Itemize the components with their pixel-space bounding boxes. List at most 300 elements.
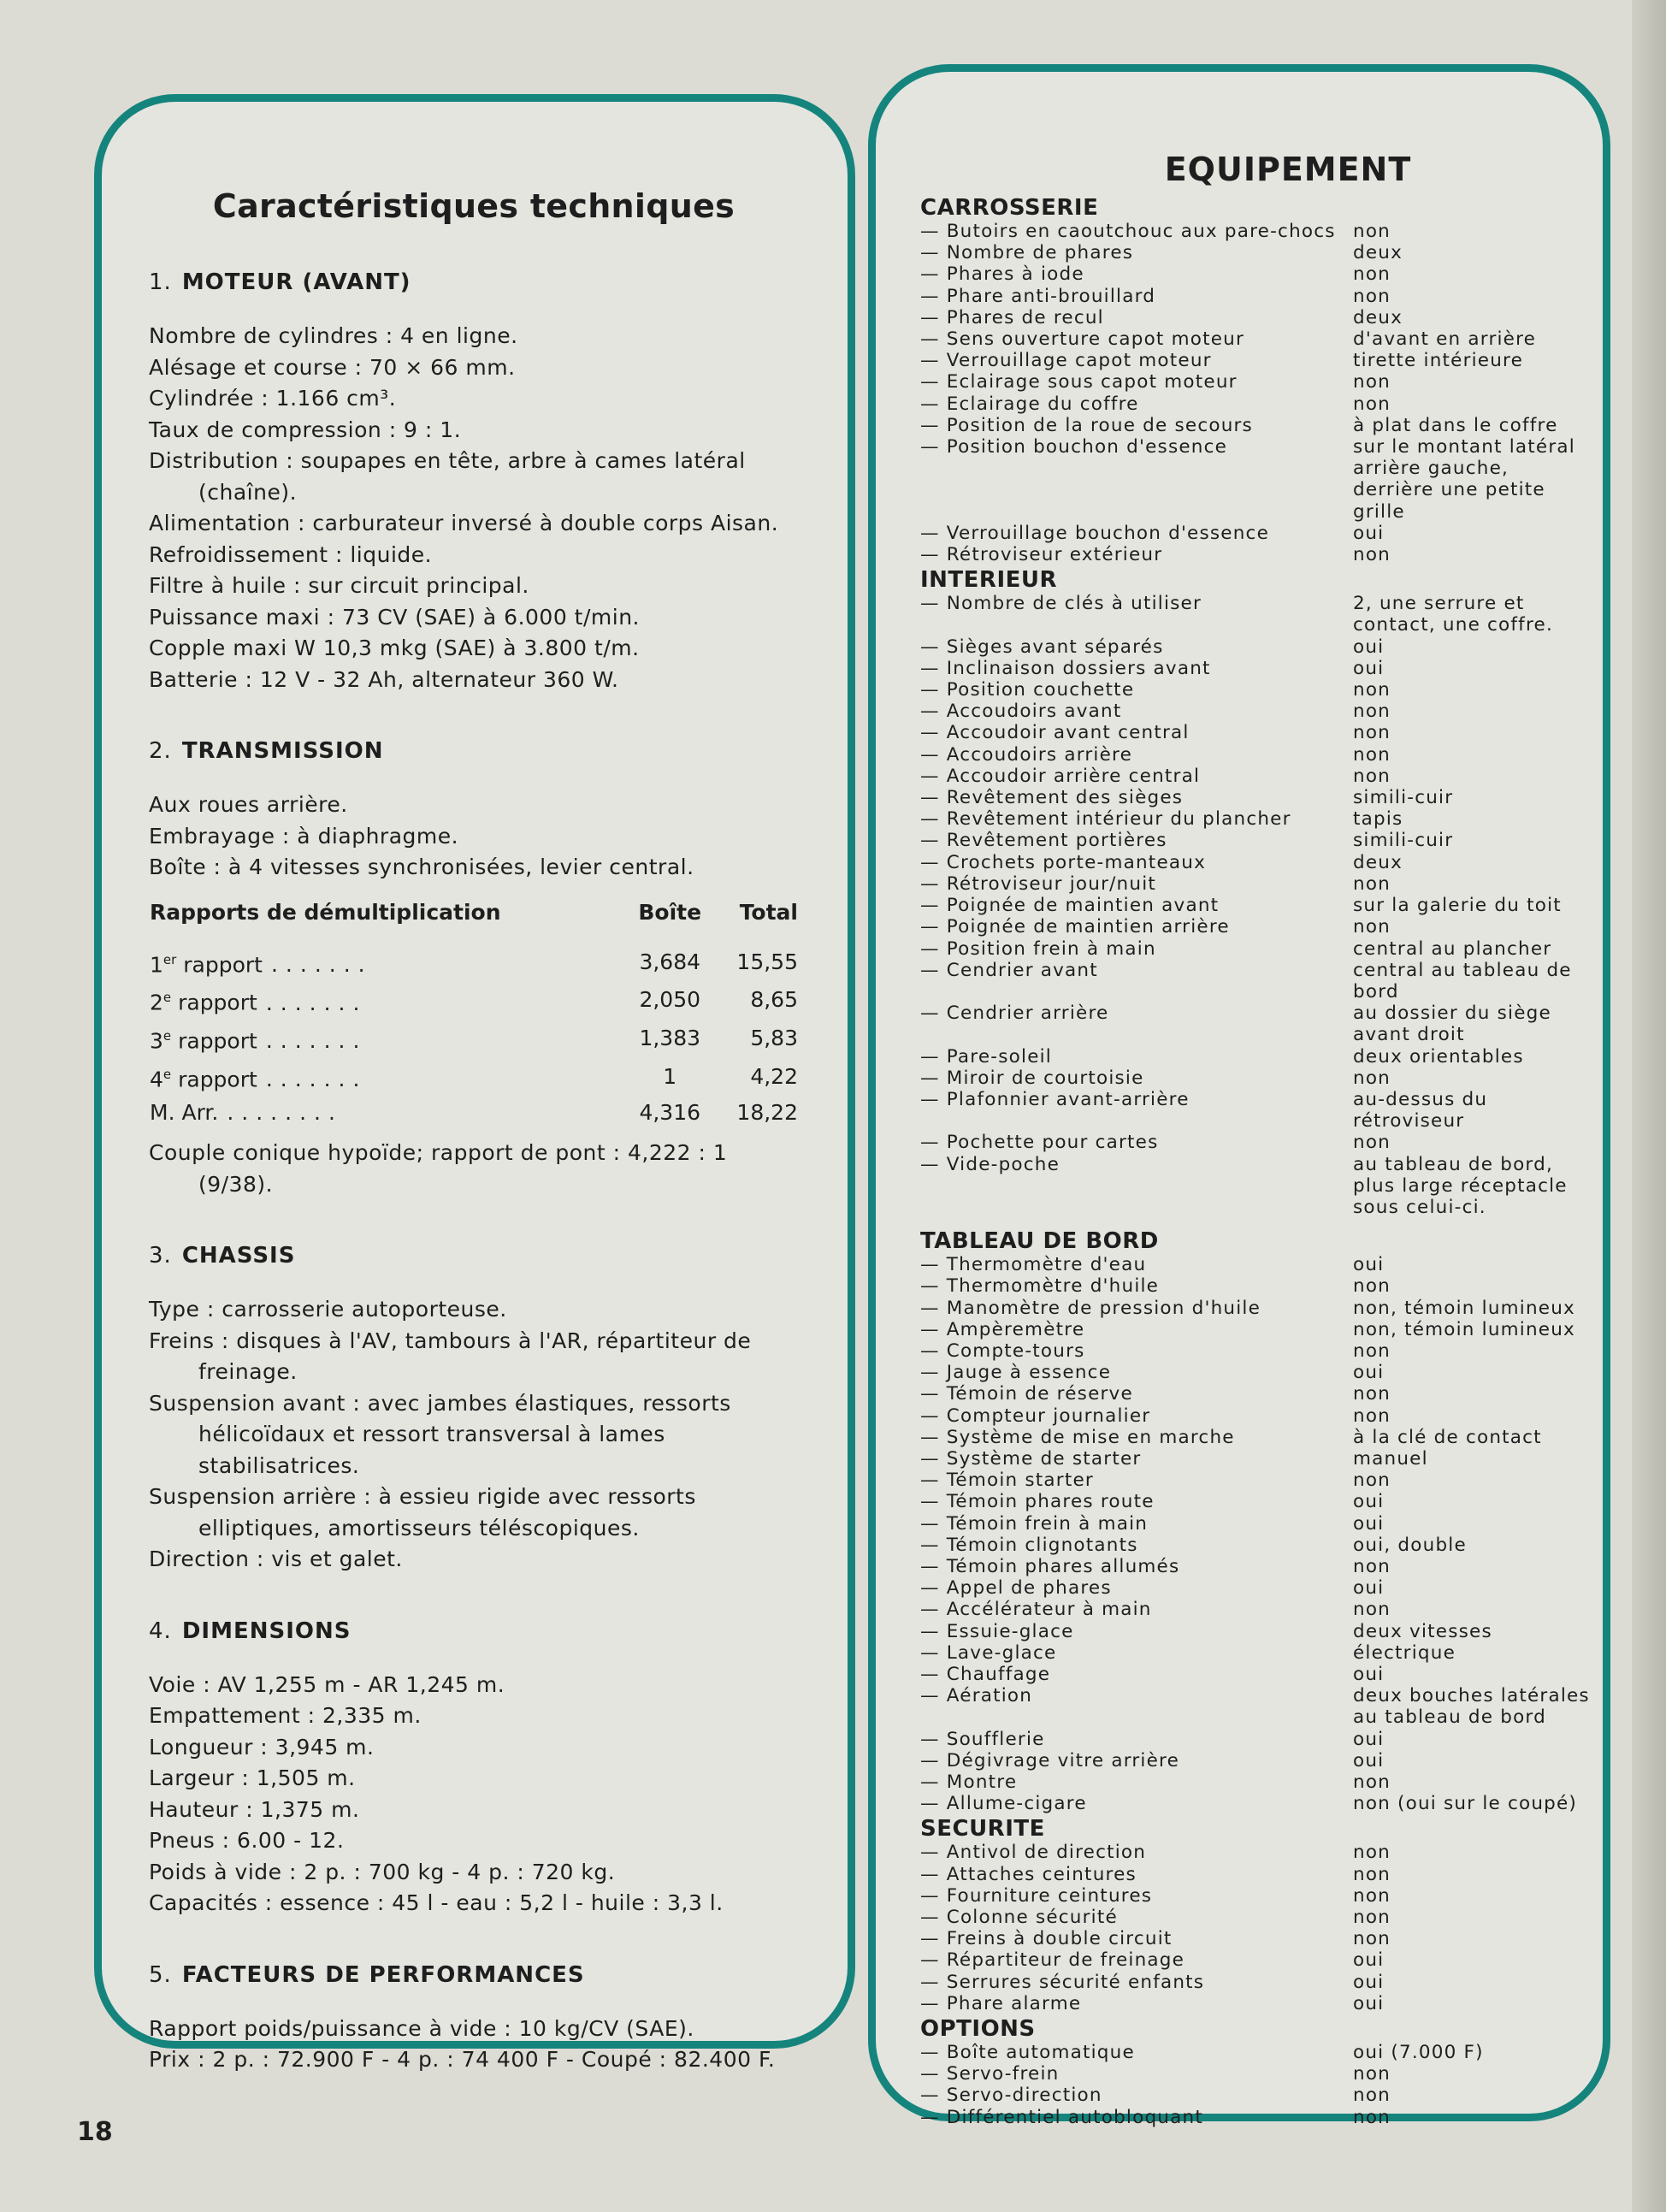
equipment-value: oui bbox=[1353, 1491, 1385, 1513]
spec-line: Refroidissement : liquide. bbox=[149, 541, 433, 567]
equipment-value: non bbox=[1353, 679, 1391, 701]
equipment-row bbox=[920, 1556, 1596, 1577]
equipment-value: simili-cuir bbox=[1353, 787, 1454, 809]
equipment-value: non bbox=[1353, 722, 1391, 744]
equipment-row bbox=[920, 593, 1596, 636]
spec-line: Pneus : 6.00 - 12. bbox=[149, 1828, 345, 1854]
spec-line: Largeur : 1,505 m. bbox=[149, 1765, 356, 1791]
equipment-row bbox=[920, 830, 1596, 851]
equipment-item: — Servo-direction bbox=[920, 2085, 1353, 2106]
equipment-item: — Aération bbox=[920, 1685, 1353, 1728]
equipment-row bbox=[920, 1298, 1596, 1319]
equipment-value: non bbox=[1353, 263, 1391, 286]
carrosserie-list bbox=[920, 221, 1596, 565]
equipment-row bbox=[920, 1750, 1596, 1771]
equipment-row bbox=[920, 1405, 1596, 1427]
equipment-value: non bbox=[1353, 1405, 1391, 1427]
equipment-row bbox=[920, 523, 1596, 544]
equipment-value: non bbox=[1353, 1340, 1391, 1362]
equipment-value: non bbox=[1353, 1771, 1391, 1794]
equipment-value: au tableau de bord, plus large réceptacle sous celui-ci. bbox=[1353, 1153, 1568, 1218]
spec-line: Alésage et course : 70 × 66 mm. bbox=[149, 354, 516, 380]
equipment-item: — Accoudoir arrière central bbox=[920, 766, 1353, 787]
equipment-value: non bbox=[1353, 872, 1391, 895]
spec-line: Copple maxi W 10,3 mkg (SAE) à 3.800 t/m. bbox=[149, 636, 640, 660]
equipment-value: non bbox=[1353, 916, 1391, 938]
equipment-item: — Compteur journalier bbox=[920, 1405, 1353, 1427]
equipment-item: — Accoudoirs arrière bbox=[920, 744, 1353, 766]
ratios-boite-header: Boîte bbox=[638, 899, 702, 925]
equipment-item: — Serrures sécurité enfants bbox=[920, 1972, 1353, 1993]
interieur-list bbox=[920, 593, 1596, 1218]
ratio-row bbox=[149, 1020, 799, 1058]
spec-line: Type : carrosserie autoporteuse. bbox=[149, 1297, 507, 1322]
equipment-row bbox=[920, 1046, 1596, 1068]
equipment-item: — Accélérateur à main bbox=[920, 1599, 1353, 1620]
equipment-row bbox=[920, 1599, 1596, 1620]
equipment-item: — Thermomètre d'huile bbox=[920, 1275, 1353, 1297]
couple-conique: Couple conique hypoïde; rapport de pont : 4,222 : 1 (9/38). bbox=[149, 1140, 728, 1197]
equipment-item: — Phare alarme bbox=[920, 1993, 1353, 2014]
equipment-item: — Attaches ceintures bbox=[920, 1864, 1353, 1885]
equipment-item: — Position bouchon d'essence bbox=[920, 436, 1353, 523]
equipment-value: non bbox=[1353, 1383, 1391, 1405]
equipment-value: non bbox=[1353, 2106, 1391, 2128]
equipment-item: — Nombre de clés à utiliser bbox=[920, 593, 1353, 636]
equipment-item: — Rétroviseur extérieur bbox=[920, 544, 1353, 565]
spec-line: Puissance maxi : 73 CV (SAE) à 6.000 t/min. bbox=[149, 604, 640, 630]
equipment-row bbox=[920, 1842, 1596, 1863]
spec-line: Taux de compression : 9 : 1. bbox=[149, 417, 462, 442]
spec-line: Voie : AV 1,255 m - AR 1,245 m. bbox=[149, 1671, 505, 1697]
equipment-item: — Appel de phares bbox=[920, 1577, 1353, 1599]
spec-line: Alimentation : carburateur inversé à double corps Aisan. bbox=[149, 511, 779, 535]
spec-lines bbox=[149, 1670, 799, 1919]
ratio-row bbox=[149, 943, 799, 982]
equipment-item: — Cendrier arrière bbox=[920, 1002, 1353, 1045]
ratio-boite: 1,383 bbox=[639, 1026, 701, 1051]
spec-line: Aux roues arrière. bbox=[149, 792, 348, 817]
equipment-value: non bbox=[1353, 2085, 1391, 2107]
equipment-row bbox=[920, 2042, 1596, 2063]
equipment-item: — Servo-frein bbox=[920, 2063, 1353, 2085]
equipment-value: non bbox=[1353, 1132, 1391, 1154]
spec-line: Rapport poids/puissance à vide : 10 kg/CV (SAE). bbox=[149, 2015, 694, 2041]
spec-line: Prix : 2 p. : 72.900 F - 4 p. : 74 400 F - Coupé : 82.400 F. bbox=[149, 2047, 776, 2073]
equipment-item: — Essuie-glace bbox=[920, 1621, 1353, 1642]
equipment-row bbox=[920, 1002, 1596, 1045]
equipment-value: oui bbox=[1353, 1992, 1385, 2014]
equipment-row bbox=[920, 1427, 1596, 1448]
ratio-total: 4,22 bbox=[750, 1064, 798, 1090]
equipment-row bbox=[920, 2063, 1596, 2085]
spec-line: Cylindrée : 1.166 cm³. bbox=[149, 386, 397, 411]
section-chassis bbox=[149, 1243, 799, 1576]
equipment-value: manuel bbox=[1353, 1447, 1428, 1470]
equipment-value: non bbox=[1353, 1067, 1391, 1089]
equipment-row bbox=[920, 1513, 1596, 1535]
spec-lines bbox=[149, 2014, 799, 2076]
equipment-item: — Chauffage bbox=[920, 1664, 1353, 1685]
section-heading: 3. CHASSIS bbox=[149, 1243, 296, 1269]
equipment-row bbox=[920, 1448, 1596, 1470]
adjacent-page-edge bbox=[1632, 0, 1666, 2212]
equipment-row bbox=[920, 1685, 1596, 1728]
spec-line: Suspension arrière : à essieu rigide avec ressorts elliptiques, amortisseurs téléscopiques. bbox=[149, 1484, 696, 1541]
spec-line: Capacités : essence : 45 l - eau : 5,2 l - huile : 3,3 l. bbox=[149, 1890, 724, 1916]
options-heading: OPTIONS bbox=[920, 2016, 1036, 2043]
equipment-value: oui bbox=[1353, 1362, 1385, 1384]
equipment-row bbox=[920, 1664, 1596, 1685]
equipment-row bbox=[920, 1254, 1596, 1275]
equipment-value: deux vitesses bbox=[1353, 1620, 1492, 1642]
equipment-row bbox=[920, 636, 1596, 658]
equipment-value: sur la galerie du toit bbox=[1353, 895, 1562, 917]
equipment-row bbox=[920, 2085, 1596, 2106]
equipment-value: non bbox=[1353, 221, 1391, 242]
equipment-item: — Phare anti-brouillard bbox=[920, 286, 1353, 307]
equipment-item: — Sièges avant séparés bbox=[920, 636, 1353, 658]
equipment-row bbox=[920, 1993, 1596, 2014]
tableau-de-bord-list bbox=[920, 1254, 1596, 1814]
section-performances bbox=[149, 1962, 799, 2076]
equipment-item: — Rétroviseur jour/nuit bbox=[920, 873, 1353, 895]
equipment-item: — Témoin de réserve bbox=[920, 1383, 1353, 1405]
section-heading: 2. TRANSMISSION bbox=[149, 738, 384, 764]
equipment-item: — Jauge à essence bbox=[920, 1362, 1353, 1383]
equipment-value: oui bbox=[1353, 1664, 1385, 1685]
equipment-value: deux bbox=[1353, 306, 1403, 328]
spec-line: Longueur : 3,945 m. bbox=[149, 1734, 375, 1760]
equipment-value: oui bbox=[1353, 1949, 1385, 1972]
equipment-row bbox=[920, 960, 1596, 1002]
equipment-item: — Position de la roue de secours bbox=[920, 415, 1353, 436]
equipment-item: — Crochets porte-manteaux bbox=[920, 852, 1353, 873]
equipment-value: non bbox=[1353, 371, 1391, 393]
equipment-row bbox=[920, 679, 1596, 701]
equipment-value: oui bbox=[1353, 657, 1385, 679]
equipment-value: non bbox=[1353, 701, 1391, 723]
equipment-value: oui bbox=[1353, 1254, 1385, 1276]
equipment-value: non bbox=[1353, 743, 1391, 766]
interieur-heading: INTERIEUR bbox=[920, 567, 1058, 594]
equipment-item: — Répartiteur de freinage bbox=[920, 1949, 1353, 1971]
equipment-value: non bbox=[1353, 765, 1391, 787]
securite-list bbox=[920, 1842, 1596, 2014]
equipment-item: — Verrouillage capot moteur bbox=[920, 350, 1353, 371]
equipment-row bbox=[920, 1089, 1596, 1132]
equipment-row bbox=[920, 1491, 1596, 1512]
equipment-row bbox=[920, 938, 1596, 960]
equipment-item: — Soufflerie bbox=[920, 1729, 1353, 1750]
equipment-item: — Verrouillage bouchon d'essence bbox=[920, 523, 1353, 544]
equipment-row bbox=[920, 1154, 1596, 1219]
equipment-row bbox=[920, 916, 1596, 937]
equipment-value: non, témoin lumineux bbox=[1353, 1318, 1575, 1340]
spec-line: Direction : vis et galet. bbox=[149, 1547, 403, 1572]
carrosserie-heading: CARROSSERIE bbox=[920, 195, 1099, 221]
equipment-value: deux bbox=[1353, 242, 1403, 264]
spec-line: Embrayage : à diaphragme. bbox=[149, 823, 459, 849]
gear-ratios-table bbox=[149, 899, 799, 1130]
equipment-row bbox=[920, 350, 1596, 371]
equipment-row bbox=[920, 242, 1596, 263]
equipment-item: — Revêtement des sièges bbox=[920, 787, 1353, 808]
equipment-value: sur le montant latéral arrière gauche, derrière une petite grille bbox=[1353, 436, 1575, 523]
equipment-item: — Montre bbox=[920, 1771, 1353, 1793]
page-number: 18 bbox=[77, 2117, 113, 2147]
equipment-value: au-dessus du rétroviseur bbox=[1353, 1088, 1488, 1133]
equipment-row bbox=[920, 1068, 1596, 1089]
equipment-item: — Allume-cigare bbox=[920, 1793, 1353, 1814]
equipment-value: tirette intérieure bbox=[1353, 350, 1524, 372]
equipment-row bbox=[920, 1928, 1596, 1949]
equipment-row bbox=[920, 2107, 1596, 2128]
equipment-value: non bbox=[1353, 1842, 1391, 1864]
equipment-item: — Nombre de phares bbox=[920, 242, 1353, 263]
equipment-value: oui bbox=[1353, 1749, 1385, 1771]
equipment-item: — Colonne sécurité bbox=[920, 1907, 1353, 1928]
equipment-item: — Butoirs en caoutchouc aux pare-chocs bbox=[920, 221, 1353, 242]
equipment-item: — Lave-glace bbox=[920, 1642, 1353, 1664]
equipment-value: non bbox=[1353, 1275, 1391, 1298]
equipment-value: oui bbox=[1353, 522, 1385, 544]
section-heading: 5. FACTEURS DE PERFORMANCES bbox=[149, 1961, 585, 1988]
equipment-row bbox=[920, 1642, 1596, 1664]
equipment-item: — Témoin clignotants bbox=[920, 1535, 1353, 1556]
spec-lines bbox=[149, 1294, 799, 1576]
equipment-item: — Eclairage du coffre bbox=[920, 393, 1353, 415]
spec-line: Nombre de cylindres : 4 en ligne. bbox=[149, 323, 518, 348]
section-transmission bbox=[149, 738, 799, 1200]
equipment-row bbox=[920, 1864, 1596, 1885]
equipment-value: deux bouches latérales au tableau de bord bbox=[1353, 1685, 1590, 1729]
equipment-item: — Thermomètre d'eau bbox=[920, 1254, 1353, 1275]
ratio-label: 1er rapport ....... bbox=[150, 951, 373, 977]
equipment-value: au dossier du siège avant droit bbox=[1353, 1002, 1551, 1046]
equipment-row bbox=[920, 1319, 1596, 1340]
equipment-item: — Dégivrage vitre arrière bbox=[920, 1750, 1353, 1771]
equipment-item: — Position couchette bbox=[920, 679, 1353, 701]
ratio-boite: 1 bbox=[663, 1064, 677, 1090]
equipment-row bbox=[920, 1793, 1596, 1814]
equipment-item: — Ampèremètre bbox=[920, 1319, 1353, 1340]
section-dimensions bbox=[149, 1618, 799, 1919]
equipment-item: — Freins à double circuit bbox=[920, 1928, 1353, 1949]
equipment-item: — Phares à iode bbox=[920, 263, 1353, 285]
equipment-row bbox=[920, 1535, 1596, 1556]
equipment-row bbox=[920, 1972, 1596, 1993]
equipment-panel bbox=[868, 64, 1610, 2128]
equipment-row bbox=[920, 1577, 1596, 1599]
equipment-row bbox=[920, 873, 1596, 895]
equipment-row bbox=[920, 852, 1596, 873]
ratio-total: 5,83 bbox=[750, 1026, 798, 1051]
ratio-boite: 4,316 bbox=[639, 1099, 701, 1125]
spec-lines bbox=[149, 790, 799, 884]
spec-line: Boîte : à 4 vitesses synchronisées, levier central. bbox=[149, 855, 694, 879]
equipment-row bbox=[920, 328, 1596, 350]
ratio-row bbox=[149, 981, 799, 1020]
ratios-total-header: Total bbox=[739, 899, 798, 925]
equipment-item: — Système de starter bbox=[920, 1448, 1353, 1470]
ratio-label: 4e rapport ....... bbox=[150, 1066, 368, 1092]
equipment-item: — Pare-soleil bbox=[920, 1046, 1353, 1068]
securite-heading: SECURITE bbox=[920, 1816, 1045, 1842]
equipment-row bbox=[920, 286, 1596, 307]
equipment-value: oui bbox=[1353, 1512, 1385, 1535]
equipment-item: — Sens ouverture capot moteur bbox=[920, 328, 1353, 350]
equipment-row bbox=[920, 415, 1596, 436]
equipment-row bbox=[920, 307, 1596, 328]
equipment-value: central au plancher bbox=[1353, 937, 1552, 960]
equipment-value: non bbox=[1353, 1928, 1391, 1950]
equipment-value: tapis bbox=[1353, 808, 1403, 831]
equipment-value: non bbox=[1353, 1599, 1391, 1621]
options-list bbox=[920, 2042, 1596, 2128]
equipment-row bbox=[920, 1362, 1596, 1383]
equipment-row bbox=[920, 1949, 1596, 1971]
equipment-value: d'avant en arrière bbox=[1353, 328, 1537, 351]
equipment-row bbox=[920, 1383, 1596, 1405]
equipment-item: — Inclinaison dossiers avant bbox=[920, 658, 1353, 679]
ratio-label: M. Arr. ........ bbox=[150, 1099, 343, 1125]
section-heading: 4. DIMENSIONS bbox=[149, 1618, 352, 1644]
equipment-item: — Eclairage sous capot moteur bbox=[920, 371, 1353, 393]
equipment-row bbox=[920, 808, 1596, 830]
section-moteur bbox=[149, 269, 799, 695]
equipment-row bbox=[920, 658, 1596, 679]
equipment-value: non bbox=[1353, 1863, 1391, 1885]
spec-line: Suspension avant : avec jambes élastiques, ressorts hélicoïdaux et ressort transversal à lames stabilisatrices. bbox=[149, 1390, 731, 1478]
equipment-row bbox=[920, 1340, 1596, 1362]
equipment-item: — Témoin frein à main bbox=[920, 1513, 1353, 1535]
equipment-item: — Antivol de direction bbox=[920, 1842, 1353, 1863]
equipment-row bbox=[920, 393, 1596, 415]
equipment-value: non, témoin lumineux bbox=[1353, 1297, 1575, 1319]
ratio-boite: 2,050 bbox=[639, 987, 701, 1013]
equipment-row bbox=[920, 544, 1596, 565]
section-heading: 1. MOTEUR (AVANT) bbox=[149, 269, 411, 295]
equipment-item: — Accoudoirs avant bbox=[920, 701, 1353, 722]
specs-title: Caractéristiques techniques bbox=[212, 187, 736, 225]
equipment-item: — Poignée de maintien avant bbox=[920, 895, 1353, 916]
ratio-total: 8,65 bbox=[750, 987, 798, 1013]
equipment-value: non bbox=[1353, 544, 1391, 566]
equipment-row bbox=[920, 787, 1596, 808]
equipment-item: — Miroir de courtoisie bbox=[920, 1068, 1353, 1089]
spec-line: Freins : disques à l'AV, tambours à l'AR, répartiteur de freinage. bbox=[149, 1328, 752, 1385]
equipment-item: — Compte-tours bbox=[920, 1340, 1353, 1362]
equipment-value: oui bbox=[1353, 1971, 1385, 1993]
equipment-row bbox=[920, 722, 1596, 743]
equipment-item: — Position frein à main bbox=[920, 938, 1353, 960]
equipment-value: deux orientables bbox=[1353, 1045, 1524, 1068]
equipment-row bbox=[920, 436, 1596, 523]
equipment-row bbox=[920, 1470, 1596, 1491]
ratio-total: 15,55 bbox=[736, 949, 798, 974]
equipment-row bbox=[920, 263, 1596, 285]
equipment-item: — Pochette pour cartes bbox=[920, 1132, 1353, 1153]
equipment-value: oui, double bbox=[1353, 1534, 1467, 1556]
equipment-value: central au tableau de bord bbox=[1353, 959, 1572, 1002]
spec-lines bbox=[149, 321, 799, 695]
equipment-item: — Manomètre de pression d'huile bbox=[920, 1298, 1353, 1319]
equipment-value: oui bbox=[1353, 636, 1385, 658]
equipment-row bbox=[920, 701, 1596, 722]
equipment-value: oui bbox=[1353, 1577, 1385, 1600]
ratio-label: 2e rapport ....... bbox=[150, 990, 368, 1015]
tableau-de-bord-heading: TABLEAU DE BORD bbox=[920, 1228, 1159, 1255]
equipment-item: — Témoin phares allumés bbox=[920, 1556, 1353, 1577]
equipment-item: — Vide-poche bbox=[920, 1154, 1353, 1219]
equipment-value: 2, une serrure et contact, une coffre. bbox=[1353, 593, 1553, 636]
equipment-row bbox=[920, 1729, 1596, 1750]
equipment-value: non (oui sur le coupé) bbox=[1353, 1793, 1578, 1815]
equipment-title: EQUIPEMENT bbox=[1164, 151, 1412, 188]
equipment-value: à la clé de contact bbox=[1353, 1426, 1542, 1448]
spec-line: Batterie : 12 V - 32 Ah, alternateur 360 W. bbox=[149, 666, 619, 692]
equipment-row bbox=[920, 895, 1596, 916]
equipment-row bbox=[920, 371, 1596, 393]
equipment-item: — Phares de recul bbox=[920, 307, 1353, 328]
equipment-value: oui (7.000 F) bbox=[1353, 2042, 1484, 2064]
equipment-row bbox=[920, 766, 1596, 787]
equipment-item: — Différentiel autobloquant bbox=[920, 2107, 1353, 2128]
equipment-item: — Système de mise en marche bbox=[920, 1427, 1353, 1448]
spec-line: Filtre à huile : sur circuit principal. bbox=[149, 573, 529, 598]
equipment-row bbox=[920, 1885, 1596, 1907]
ratios-label-header: Rapports de démultiplication bbox=[150, 899, 501, 925]
spec-line: Distribution : soupapes en tête, arbre à cames latéral (chaîne). bbox=[149, 448, 746, 505]
equipment-value: oui bbox=[1353, 1728, 1385, 1750]
equipment-value: non bbox=[1353, 1555, 1391, 1577]
equipment-value: non bbox=[1353, 1907, 1391, 1929]
ratio-total: 18,22 bbox=[736, 1099, 798, 1125]
equipment-item: — Plafonnier avant-arrière bbox=[920, 1089, 1353, 1132]
equipment-row bbox=[920, 1275, 1596, 1297]
equipment-item: — Accoudoir avant central bbox=[920, 722, 1353, 743]
equipment-value: non bbox=[1353, 1470, 1391, 1492]
equipment-value: non bbox=[1353, 393, 1391, 415]
equipment-row bbox=[920, 1907, 1596, 1928]
equipment-value: non bbox=[1353, 1884, 1391, 1907]
equipment-item: — Revêtement portières bbox=[920, 830, 1353, 851]
equipment-row bbox=[920, 1132, 1596, 1153]
equipment-row bbox=[920, 221, 1596, 242]
equipment-item: — Témoin starter bbox=[920, 1470, 1353, 1491]
equipment-item: — Fourniture ceintures bbox=[920, 1885, 1353, 1907]
spec-line: Empattement : 2,335 m. bbox=[149, 1703, 422, 1729]
equipment-value: à plat dans le coffre bbox=[1353, 414, 1558, 436]
equipment-item: — Cendrier avant bbox=[920, 960, 1353, 1002]
spec-line: Hauteur : 1,375 m. bbox=[149, 1796, 360, 1822]
ratio-row bbox=[149, 1097, 799, 1130]
equipment-item: — Poignée de maintien arrière bbox=[920, 916, 1353, 937]
ratio-boite: 3,684 bbox=[639, 949, 701, 974]
equipment-row bbox=[920, 744, 1596, 766]
equipment-value: simili-cuir bbox=[1353, 830, 1454, 852]
equipment-row bbox=[920, 1621, 1596, 1642]
equipment-value: non bbox=[1353, 2063, 1391, 2085]
equipment-item: — Boîte automatique bbox=[920, 2042, 1353, 2063]
equipment-row bbox=[920, 1771, 1596, 1793]
equipment-value: électrique bbox=[1353, 1641, 1456, 1664]
spec-line: Poids à vide : 2 p. : 700 kg - 4 p. : 720 kg. bbox=[149, 1859, 616, 1884]
equipment-value: non bbox=[1353, 285, 1391, 307]
equipment-value: deux bbox=[1353, 851, 1403, 873]
technical-specs-panel bbox=[94, 94, 855, 2073]
